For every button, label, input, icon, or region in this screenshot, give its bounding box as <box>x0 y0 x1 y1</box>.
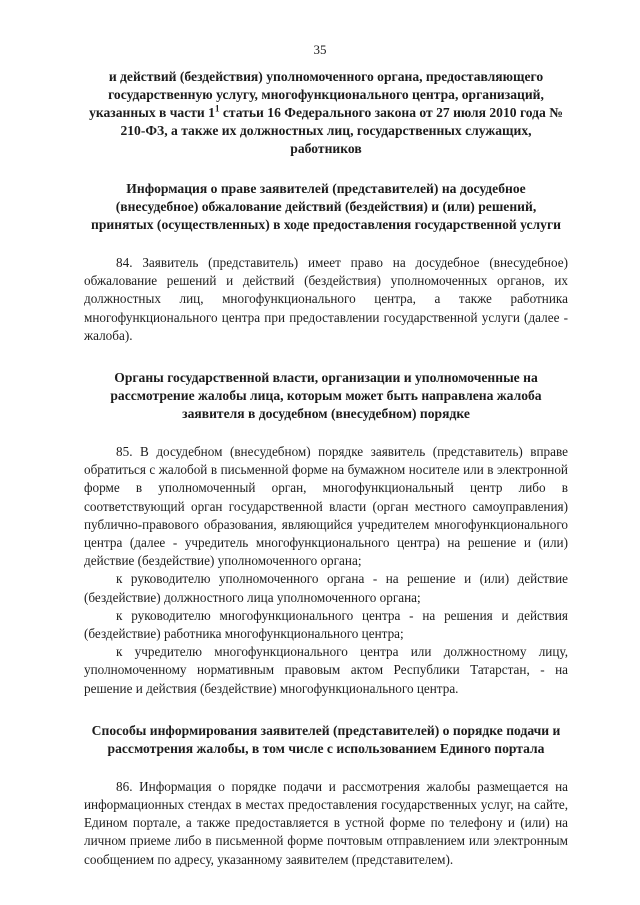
superscript: 1 <box>214 103 220 114</box>
paragraph-85: 85. В досудебном (внесудебном) порядке заявитель (представитель) вправе обратиться с жалобой в письменной форме на бумажном носителе или в электронной форме в уполномоченный орган, многофункциональный центр либо в соответствующий орган государственной власти (орган местного самоуправления) публично-правового образования, являющийся учредителем многофункционального центра (далее - учредитель многофункционального центра) на решение и (или) действие (бездействие) уполномоченного органа; <box>84 444 568 569</box>
section-heading-appeal-bodies: Органы государственной власти, организации и уполномоченные на рассмотрение жалобы лица, которым может быть направлена жалоба заявителя в досудебном (внесудебном) порядке <box>110 370 542 422</box>
paragraph-84: 84. Заявитель (представитель) имеет право на досудебное (внесудебное) обжалование решений и действий (бездействия) уполномоченных органов, их должностных лиц, многофункционального центра, а также работника многофункционального центра при предоставлении государственной услуги (далее - жалоба). <box>84 255 568 343</box>
section-heading-informing-methods: Способы информирования заявителей (представителей) о порядке подачи и рассмотрения жалобы, в том числе с использованием Единого портала <box>91 722 561 756</box>
paragraph-86: 86. Информация о порядке подачи и рассмотрения жалобы размещается на информационных стендах в местах предоставления государственных услуг, на сайте, Едином портале, а также предоставляется в устной форме по телефону и (или) на личном приеме либо в письменной форме почтовым отправлением или электронным сообщением по адресу, указанному заявителем (представителем). <box>84 778 568 867</box>
page-number: 35 <box>313 42 327 57</box>
paragraph-85-item-a: к руководителю уполномоченного органа - на решение и (или) действие (бездействие) должностного лица уполномоченного органа; <box>84 571 568 605</box>
section-heading-appeal-subjects: и действий (бездействия) уполномоченного органа, предоставляющего государственную услугу, многофункционального центра, организаций, указанных в части $1^1$ статьи 16 Федерального закона от 27 июля 2010 года № 210-ФЗ, а также их должностных лиц, государственных служащих, работников <box>89 69 563 156</box>
document-body <box>84 68 568 869</box>
section-heading-right-to-appeal: Информация о праве заявителей (представителей) на досудебное (внесудебное) обжалование действий (бездействия) и (или) решений, принятых (осуществленных) в ходе предоставления государственной услуги <box>91 181 561 232</box>
paragraph-85-item-b: к руководителю многофункционального центра - на решения и действия (бездействие) работника многофункционального центра; <box>84 607 568 642</box>
paragraph-85-item-c: к учредителю многофункционального центра или должностному лицу, уполномоченному нормативным правовым актом Республики Татарстан, - на решение и действия (бездействие) многофункционального центра. <box>84 644 568 696</box>
